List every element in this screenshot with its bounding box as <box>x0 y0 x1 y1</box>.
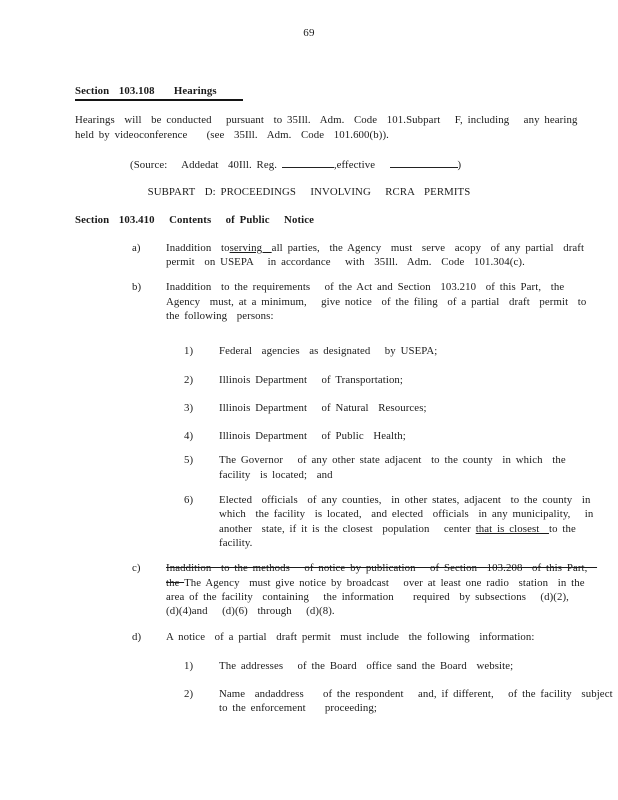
item-b-3-label: 3) <box>184 401 194 414</box>
item-b-2-line: Illinois Department of Transportation; <box>219 373 404 386</box>
item-b-6-label: 6) <box>184 494 194 507</box>
item-b-6-line: another state, if it is the closest population center that is closest to the <box>219 522 576 535</box>
page-number: 69 <box>303 27 315 39</box>
item-b-5-line: facility is located; and <box>219 468 333 481</box>
fill-in-blank <box>282 158 334 168</box>
item-d-2-label: 2) <box>184 688 194 701</box>
item-d-2 <box>75 687 613 716</box>
item-c-line: Inaddition to the methods of notice by publication of Section 103.208 of this Part, <box>166 562 598 575</box>
item-b <box>75 280 587 323</box>
item-b-1-label: 1) <box>184 345 194 358</box>
hearings-paragraph-line: Hearings will be conducted pursuant to 35Ill. Adm. Code 101.Subpart F, including any hearing <box>75 114 578 127</box>
item-d <box>75 630 543 644</box>
item-b-line: Agency must, at a minimum, give notice of the filing of a partial draft permit to <box>166 295 587 308</box>
item-d-1-label: 1) <box>184 659 194 672</box>
section-heading-103-410 <box>75 213 543 227</box>
item-b-5-label: 5) <box>184 454 194 467</box>
item-b-5-line: The Governor of any other state adjacent to the county in which the <box>219 454 566 467</box>
item-b-1-line: Federal agencies as designated by USEPA; <box>219 345 438 358</box>
item-b-3 <box>75 401 543 415</box>
hearings-paragraph <box>75 113 578 142</box>
item-d-2-line: Name andaddress of the respondent and, if different, of the facility subject <box>219 688 613 701</box>
item-b-6-line: facility. <box>219 536 253 549</box>
item-b-4 <box>75 429 543 443</box>
item-d-1 <box>75 659 543 673</box>
section-heading-103-108-hearings-line: Section 103.108 Hearings <box>75 84 243 101</box>
item-c <box>75 561 598 618</box>
subpart-d-heading-line: SUBPART D: PROCEEDINGS INVOLVING RCRA PERMITS <box>147 186 471 199</box>
item-b-line: Inaddition to the requirements of the Act and Section 103.210 of this Part, the <box>166 281 565 294</box>
section-heading-103-108-hearings <box>75 84 543 101</box>
item-c-line: (d)(4)and (d)(6) through (d)(8). <box>166 605 335 618</box>
item-b-2-label: 2) <box>184 373 194 386</box>
item-b-3-line: Illinois Department of Natural Resources; <box>219 401 427 414</box>
item-d-line: A notice of a partial draft permit must include the following information: <box>166 631 535 644</box>
item-c-label: c) <box>132 562 141 575</box>
item-b-6 <box>75 493 594 550</box>
source-note <box>130 158 543 172</box>
item-b-1 <box>75 344 543 358</box>
item-d-label: d) <box>132 631 142 644</box>
subpart-d-heading <box>75 185 543 199</box>
document-body <box>75 84 613 716</box>
item-c-line: area of the facility containing the information required by subsections (d)(2), <box>166 590 569 603</box>
item-b-4-line: Illinois Department of Public Health; <box>219 430 406 443</box>
item-b-5 <box>75 453 566 482</box>
item-d-2-line: to the enforcement proceeding; <box>219 702 377 715</box>
item-b-6-line: which the facility is located, and elected officials in any municipality, in <box>219 508 594 521</box>
item-b-line: the following persons: <box>166 309 274 322</box>
hearings-paragraph-line: held by videoconference (see 35Ill. Adm. Code 101.600(b)). <box>75 128 389 141</box>
section-heading-103-410-line: Section 103.410 Contents of Public Notice <box>75 214 315 227</box>
item-a-line: permit on USEPA in accordance with 35Ill. Adm. Code 101.304(c). <box>166 256 525 269</box>
item-b-2 <box>75 373 543 387</box>
item-b-6-line: Elected officials of any counties, in other states, adjacent to the county in <box>219 494 591 507</box>
item-a-line: Inaddition toserving all parties, the Agency must serve acopy of any partial draft <box>166 241 585 254</box>
source-note-line: (Source: Addedat 40Ill. Reg. ,effective ) <box>130 158 462 171</box>
item-c-line: the The Agency must give notice by broadcast over at least one radio station in the <box>166 576 585 589</box>
fill-in-blank <box>390 158 458 168</box>
item-b-label: b) <box>132 281 142 294</box>
item-a <box>75 241 585 270</box>
item-a-label: a) <box>132 241 141 254</box>
item-b-4-label: 4) <box>184 430 194 443</box>
item-d-1-line: The addresses of the Board office sand the Board website; <box>219 659 514 672</box>
